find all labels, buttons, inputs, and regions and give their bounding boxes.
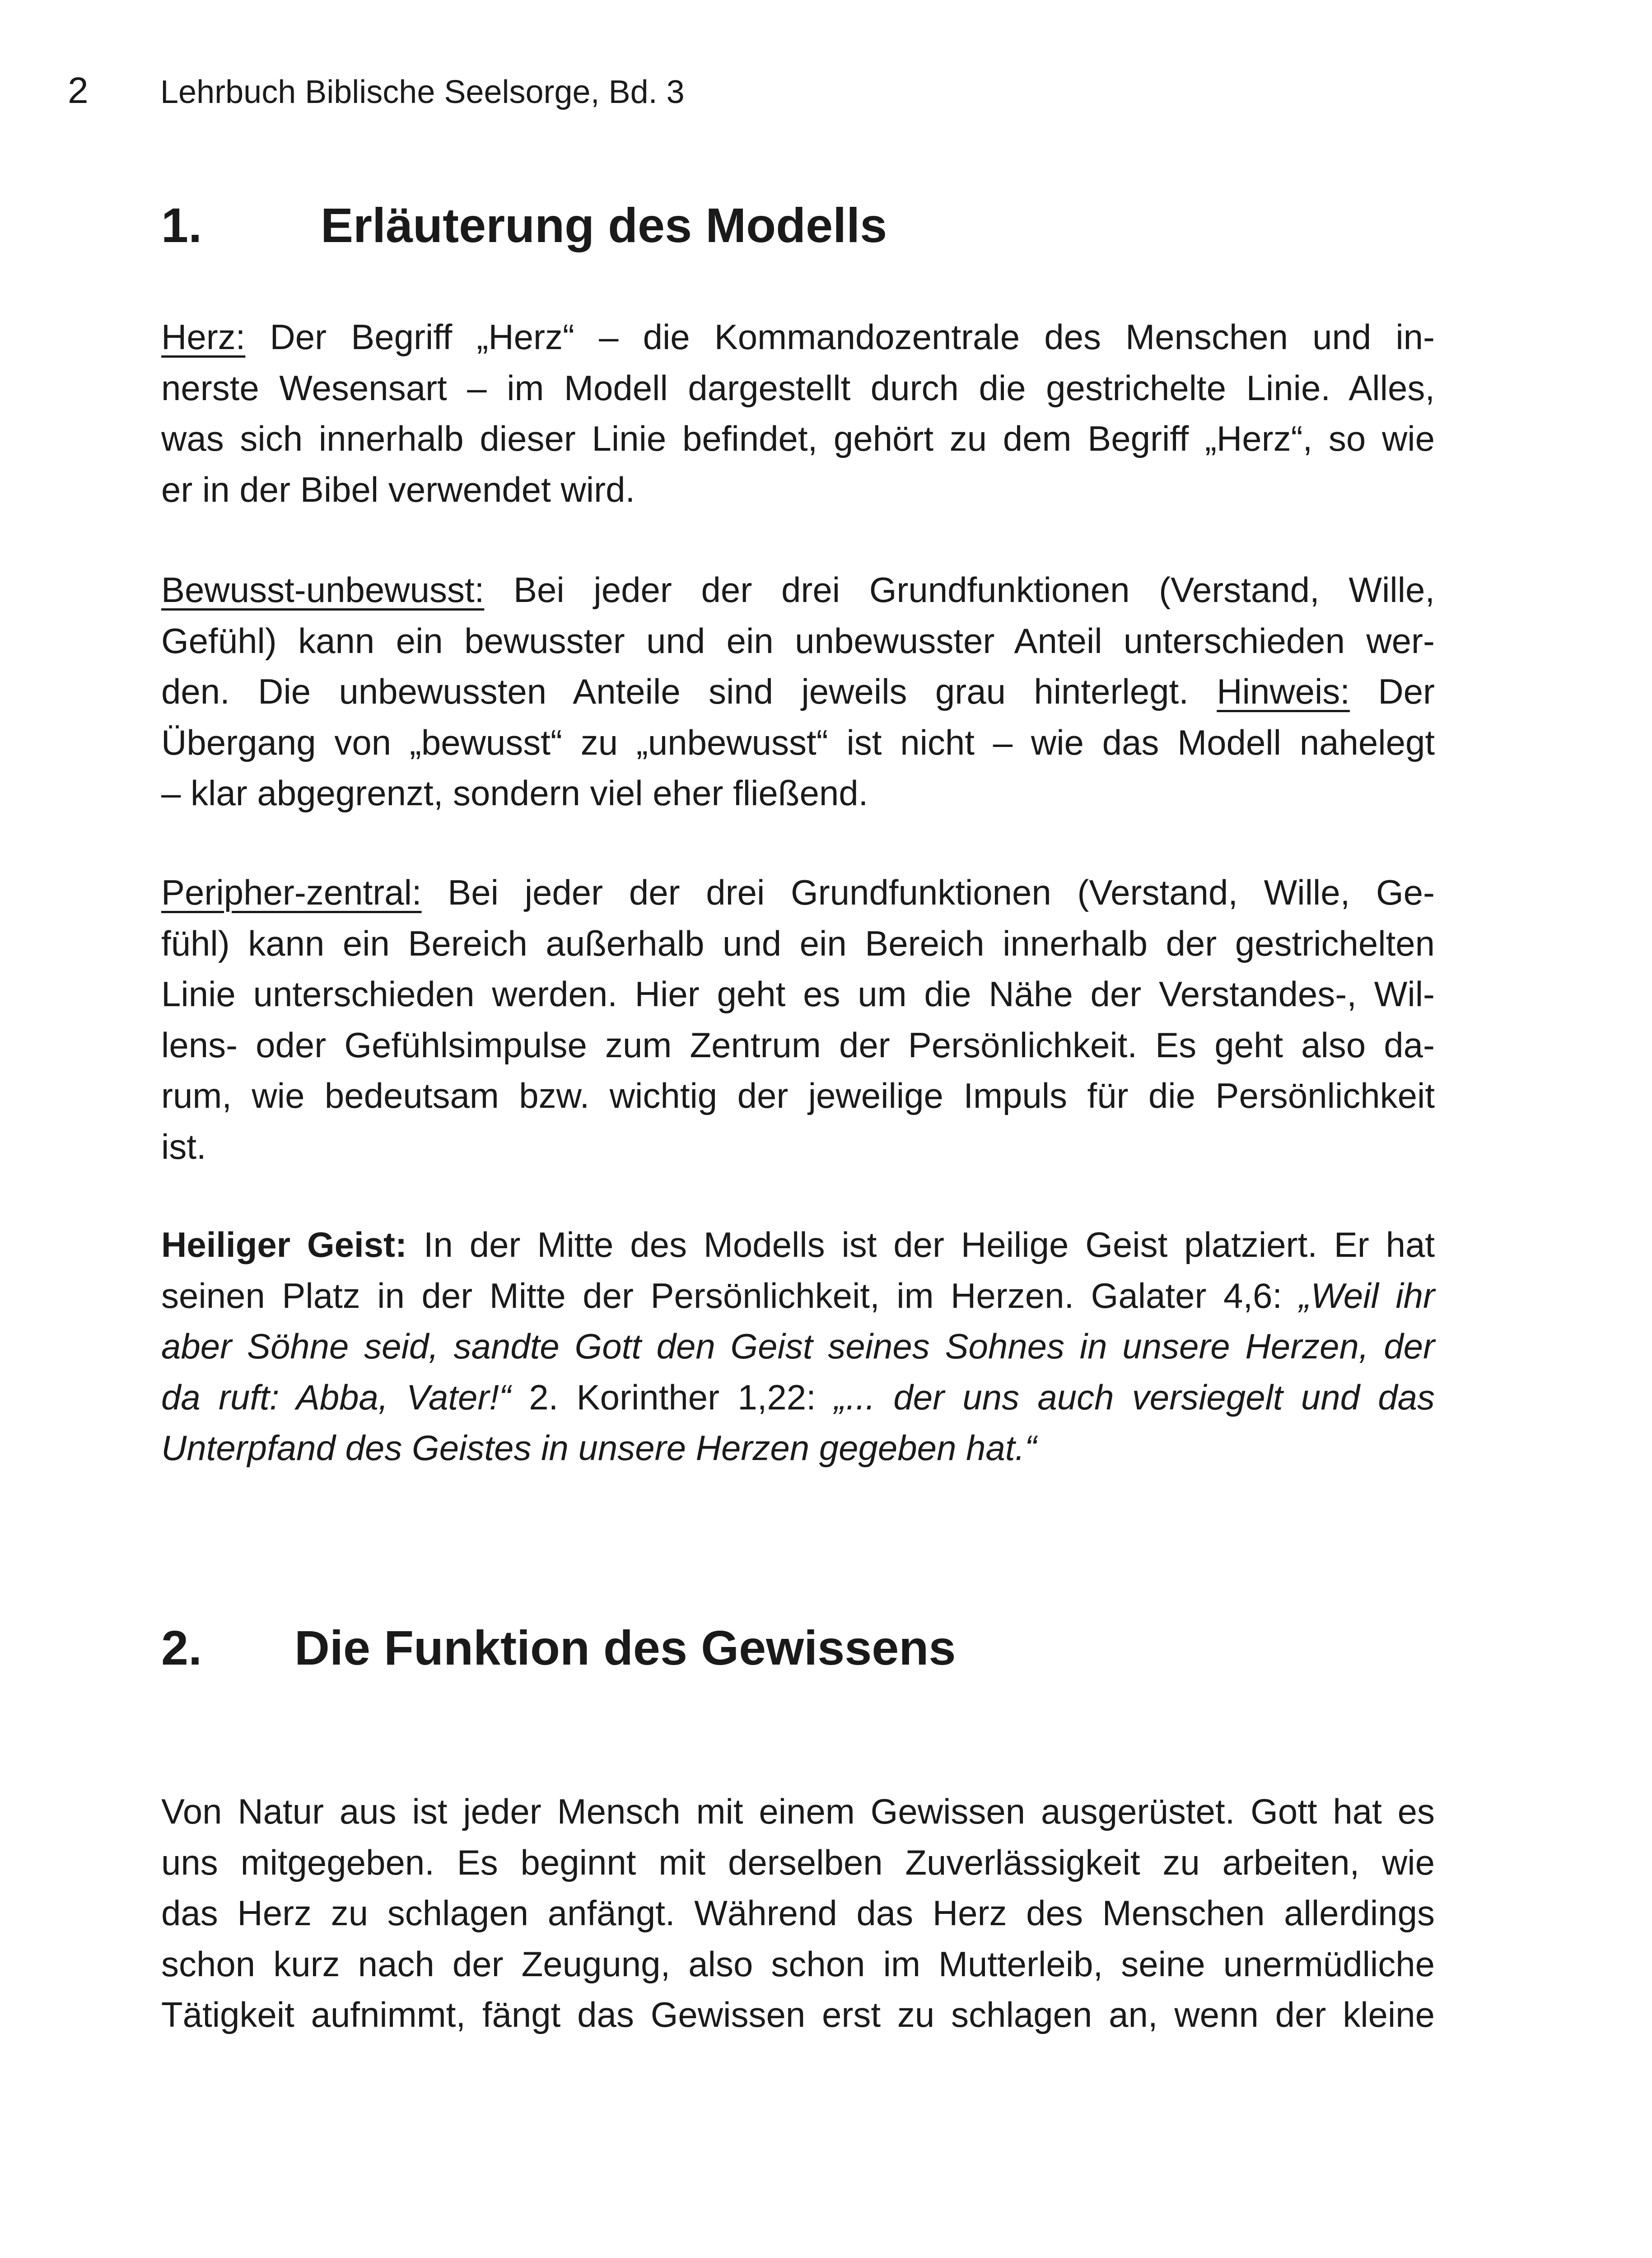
- text-line: [161, 666, 1435, 717]
- bible-quote-galater-end: da ruft: Abba, Vater!“: [161, 1377, 511, 1417]
- page-number: 2: [68, 70, 89, 111]
- bible-quote-line: Unterpfand des Geistes in unsere Herzen gegeben hat.“: [161, 1428, 1037, 1468]
- running-header: [68, 72, 685, 109]
- bible-quote-galater: „Weil ihr: [1299, 1275, 1435, 1316]
- section-number-2: 2.: [161, 1620, 202, 1675]
- text-span: Bei jeder der drei Grundfunktionen (Verstand, Wille, Ge-: [421, 872, 1435, 912]
- paragraph-gewissen: [161, 1786, 1435, 2040]
- text-line: – klar abgegrenzt, sondern viel eher fließend.: [161, 773, 868, 813]
- term-bewusst-unbewusst: Bewusst-unbewusst:: [161, 570, 485, 610]
- text-span: Bei jeder der drei Grundfunktionen (Verstand, Wille,: [484, 570, 1435, 610]
- paragraph-herz: [161, 312, 1435, 515]
- text-line: [161, 1270, 1435, 1321]
- section-heading-1: [161, 198, 887, 252]
- paragraph-peripher-zentral: [161, 867, 1435, 1172]
- text-line: schon kurz nach der Zeugung, also schon im Mutterleib, seine unermüdliche: [161, 1944, 1435, 1984]
- text-line: Gefühl) kann ein bewusster und ein unbewusster Anteil unterschieden wer-: [161, 620, 1435, 661]
- paragraph-bewusst-unbewusst: [161, 564, 1435, 819]
- term-peripher-zentral: Peripher-zentral:: [161, 872, 422, 912]
- section-title-2: Die Funktion des Gewissens: [294, 1620, 956, 1675]
- text-line: Tätigkeit aufnimmt, fängt das Gewissen erst zu schlagen an, wenn der kleine: [161, 1995, 1435, 2034]
- bible-quote-korinther: „... der uns auch versiegelt und das: [834, 1377, 1435, 1417]
- term-heiliger-geist: Heiliger Geist:: [161, 1225, 407, 1264]
- text-line: [161, 1219, 1435, 1270]
- text-line: lens- oder Gefühlsimpulse zum Zentrum der Persönlichkeit. Es geht also da-: [161, 1025, 1435, 1065]
- text-span: den. Die unbewussten Anteile sind jeweils grau hinterlegt.: [161, 672, 1217, 711]
- text-span: In der Mitte des Modells ist der Heilige Geist platziert. Er hat: [407, 1225, 1435, 1264]
- section-title-1: Erläuterung des Modells: [321, 198, 887, 252]
- text-line: [161, 867, 1435, 918]
- paragraph-heiliger-geist: [161, 1219, 1435, 1474]
- book-title: Lehrbuch Biblische Seelsorge, Bd. 3: [160, 74, 685, 110]
- section-heading-2: [161, 1620, 956, 1675]
- text-line: Linie unterschieden werden. Hier geht es um die Nähe der Verstandes-, Wil-: [161, 974, 1435, 1014]
- text-span: Der Begriff „Herz“ – die Kommandozentrale des Menschen und in-: [245, 317, 1435, 357]
- text-line: Übergang von „bewusst“ zu „unbewusst“ ist nicht – wie das Modell nahelegt: [161, 722, 1435, 762]
- text-line: rum, wie bedeutsam bzw. wichtig der jeweilige Impuls für die Persönlichkeit: [161, 1076, 1435, 1115]
- text-line: fühl) kann ein Bereich außerhalb und ein Bereich innerhalb der gestrichelten: [161, 923, 1435, 963]
- text-line: was sich innerhalb dieser Linie befindet, gehört zu dem Begriff „Herz“, so wie: [161, 419, 1435, 458]
- text-line: Von Natur aus ist jeder Mensch mit einem Gewissen ausgerüstet. Gott hat es: [161, 1791, 1435, 1831]
- text-line: er in der Bibel verwendet wird.: [161, 469, 635, 509]
- text-line: [161, 312, 1435, 363]
- text-line: [161, 564, 1435, 616]
- text-line: nerste Wesensart – im Modell dargestellt durch die gestrichelte Linie. Alles,: [161, 368, 1435, 408]
- text-line: [161, 1372, 1435, 1423]
- bible-quote-line: aber Söhne seid, sandte Gott den Geist seines Sohnes in unsere Herzen, der: [161, 1326, 1435, 1366]
- term-hinweis: Hinweis:: [1217, 672, 1350, 711]
- text-span: Der: [1349, 672, 1435, 711]
- text-span: 2. Korinther 1,22:: [511, 1377, 835, 1417]
- text-span: seinen Platz in der Mitte der Persönlichkeit, im Herzen. Galater 4,6:: [161, 1275, 1299, 1316]
- text-line: das Herz zu schlagen anfängt. Während das Herz des Menschen allerdings: [161, 1893, 1435, 1933]
- text-line: uns mitgegeben. Es beginnt mit derselben Zuverlässigkeit zu arbeiten, wie: [161, 1842, 1435, 1882]
- section-number-1: 1.: [161, 198, 202, 252]
- text-line: ist.: [161, 1126, 206, 1166]
- term-herz: Herz:: [161, 317, 246, 357]
